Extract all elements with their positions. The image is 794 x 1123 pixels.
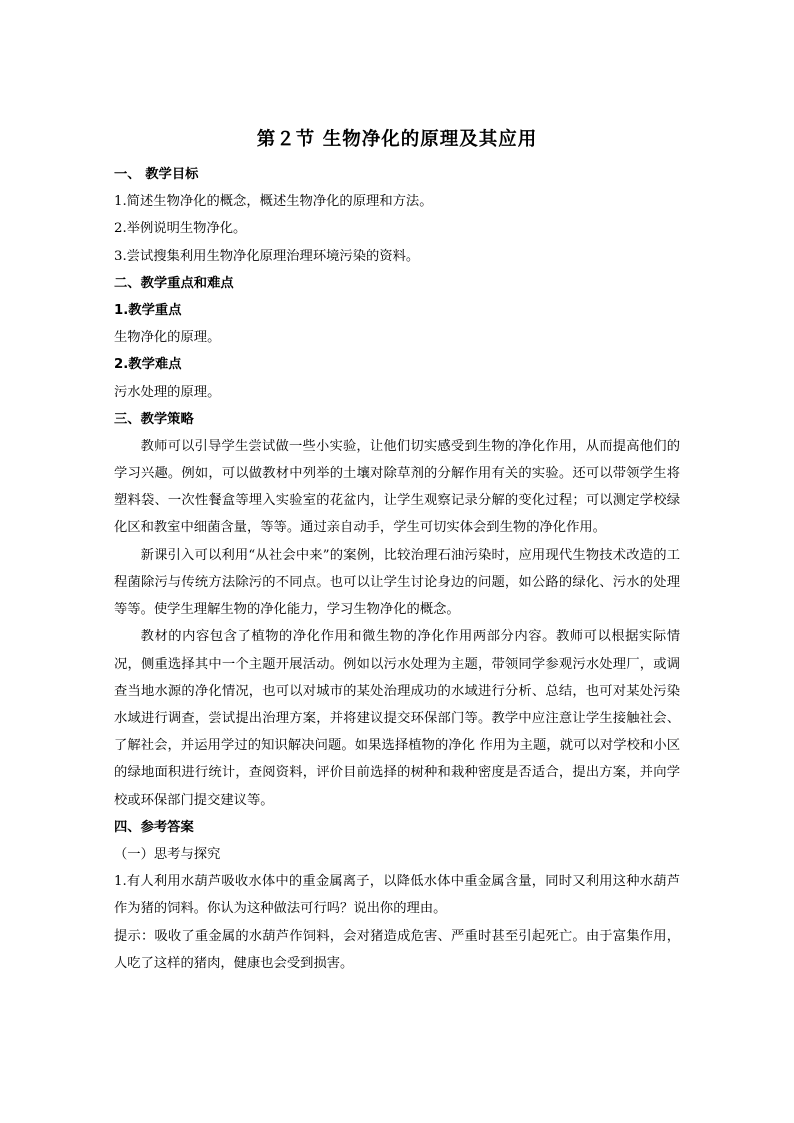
objective-item: 3.尝试搜集利用生物净化原理治理环境污染的资料。 — [114, 248, 420, 264]
strategy-paragraph: 教材的内容包含了植物的净化作用和微生物的净化作用两部分内容。教师可以根据实际情况，侧重选择其中一个主题开展活动。例如以污水处理为主题，带领同学参观污水处理厂，或调查当地水源的净化情况，也可以对城市的某处治理成功的水域进行分析、总结，也可对某处污染水域进行调查，尝试提出治理方案，并将建议提交环保部门等。教学中应注意让学生接触社会、了解社会，并运用学过的知识解决问题。如果选择植物的净化 作用为主题，就可以对学校和小区的绿地面积进行统计，查阅资料，评价目前选择的树种和栽种密度是否适合，提出方案，并向学校或环保部门提交建议等。 — [114, 629, 680, 808]
subheading-key: 1.教学重点 — [114, 302, 182, 318]
objective-item: 2.举例说明生物净化。 — [114, 221, 247, 237]
section-heading-objectives: 一、 教学目标 — [114, 167, 199, 182]
strategy-paragraph: 新课引入可以利用“从社会中来”的案例，比较治理石油污染时，应用现代生物技术改造的工程菌除污与传统方法除污的不同点。也可以让学生讨论身边的问题，如公路的绿化、污水的处理等等。使学生理解生物的净化能力，学习生物净化的概念。 — [114, 547, 680, 618]
section-heading-strategy: 三、教学策略 — [114, 411, 194, 427]
key-point-text: 生物净化的原理。 — [114, 330, 221, 346]
page-title: 第２节 生物净化的原理及其应用 — [256, 129, 538, 150]
question-text: 1.有人利用水葫芦吸收水体中的重金属离子，以降低水体中重金属含量，同时又利用这种水葫芦作为猪的饲料。你认为这种做法可行吗？说出你的理由。 — [114, 874, 680, 917]
strategy-paragraph: 教师可以引导学生尝试做一些小实验，让他们切实感受到生物的净化作用，从而提高他们的学习兴趣。例如，可以做教材中列举的土壤对除草剂的分解作用有关的实验。还可以带领学生将塑料袋、一次性餐盒等埋入实验室的花盆内，让学生观察记录分解的变化过程；可以测定学校绿化区和教室中细菌含量，等等。通过亲自动手，学生可切实体会到生物的净化作用。 — [114, 438, 680, 536]
section-heading-answers: 四、参考答案 — [114, 819, 194, 835]
objective-item: 1.简述生物净化的概念，概述生物净化的原理和方法。 — [114, 194, 433, 210]
section-heading-key-points: 二、教学重点和难点 — [114, 275, 234, 291]
answer-hint: 提示：吸收了重金属的水葫芦作饲料，会对猪造成危害、严重时甚至引起死亡。由于富集作用，人吃了这样的猪肉，健康也会受到损害。 — [114, 928, 680, 971]
answers-subheading: （一）思考与探究 — [114, 846, 221, 862]
subheading-difficulty: 2.教学难点 — [114, 357, 182, 373]
difficulty-text: 污水处理的原理。 — [114, 384, 221, 400]
document-page — [114, 122, 680, 977]
